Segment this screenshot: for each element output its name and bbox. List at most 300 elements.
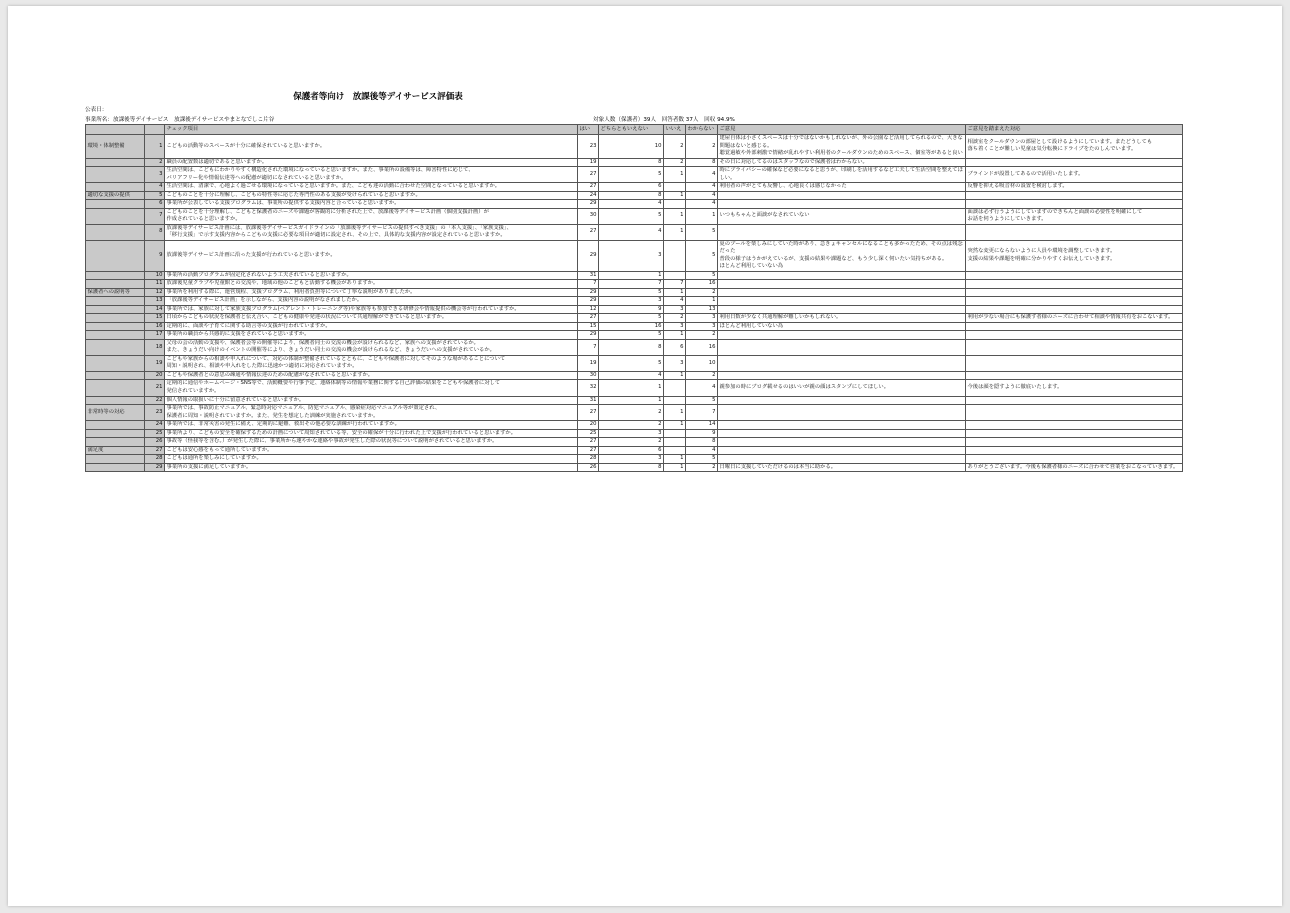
comment-text: 時にプライバシーの確保など必要になると思うが、印刷しを活用するなど工夫して生活空間を整えてほしい。: [718, 167, 966, 183]
neither-count: 5: [599, 208, 664, 224]
item-number: 3: [145, 167, 165, 183]
response-text: [966, 405, 1183, 421]
response-text: [966, 288, 1183, 297]
neither-count: 1: [599, 271, 664, 280]
question-text: 職員の配置数は適切であると思いますか。: [165, 158, 578, 167]
table-row: [86, 355, 1183, 371]
yes-count: 27: [578, 438, 599, 447]
question-text-line: 周知・説明され、相談や申入れをした際に迅速かつ適切に対応されていますか。: [166, 363, 358, 370]
item-number: 8: [145, 224, 165, 240]
table-row: [86, 240, 1183, 271]
published-date-label: 公表日：: [85, 107, 108, 113]
category-cell: [86, 380, 145, 396]
comment-text-line: 建屋自体は小さくスペースは十分ではないかもしれないが、外の公園など活用してられるので、大きな問題はないと感じる。: [719, 135, 963, 149]
item-number: 18: [145, 339, 165, 355]
neither-count: 2: [599, 421, 664, 430]
question-text-line: 作成されていると思いますか。: [166, 216, 241, 223]
no-count: 3: [664, 305, 686, 314]
response-text: [966, 135, 1183, 159]
yes-count: 27: [578, 314, 599, 323]
table-row: [86, 305, 1183, 314]
category-cell: [86, 158, 145, 167]
response-text-line: 支援の結果や課題を明確に分かりやすくお伝えしていきます。: [967, 255, 1116, 262]
no-count: 1: [664, 463, 686, 472]
neither-count: 5: [599, 355, 664, 371]
question-text: 事故等（怪我等を含む。）が発生した際に、事業所から速やかな連絡や事故が発生した際の状況等について説明がされていると思いますか。: [165, 438, 578, 447]
question-text: 「放課後等デイサービス計画」を示しながら、支援内容の説明がなされましたか。: [165, 297, 578, 306]
yes-count: 27: [578, 183, 599, 192]
no-count: 6: [664, 339, 686, 355]
unknown-count: 2: [686, 135, 718, 159]
category-cell: [86, 271, 145, 280]
neither-count: 5: [599, 331, 664, 340]
question-text-line: 事業所では、事故防止マニュアル、緊急時対応マニュアル、防犯マニュアル、感染症対応マニュアル等が策定され、: [166, 405, 441, 412]
comment-text: [718, 421, 966, 430]
document-title: 保護者等向け 放課後等デイサービス評価表: [293, 92, 463, 102]
table-row: [86, 331, 1183, 340]
category-cell: [86, 339, 145, 355]
response-stats: 対象人数（保護者）39人 回答者数 37人 回収 94.9%: [593, 117, 735, 123]
comment-text-line: 普段の様子はうかがえているが、支援の結果や課題など、もう少し深く伺いたい気持ちがある。: [719, 255, 948, 262]
question-text: 事業所では、非常災害の発生に備え、定期的に避難、救出その他必要な訓練が行われていますか。: [165, 421, 578, 430]
table-row: [86, 421, 1183, 430]
item-number: 19: [145, 355, 165, 371]
yes-count: 27: [578, 446, 599, 455]
response-text: [966, 208, 1183, 224]
category-cell: 満足度: [86, 446, 145, 455]
question-text: 日頃からこどもの状況を保護者と伝え合い、こどもの健康や発達の状況について共通理解ができていると思いますか。: [165, 314, 578, 323]
neither-count: 8: [599, 191, 664, 200]
response-text: [966, 297, 1183, 306]
item-number: 15: [145, 314, 165, 323]
no-count: 1: [664, 167, 686, 183]
comment-text: 日曜日に支援していただけるのは本当に助かる。: [718, 463, 966, 472]
item-number: 29: [145, 463, 165, 472]
comment-text-line: 聴覚過敏や外部刺激で情緒が乱れやすい利用者のクールダウンのためのスペース、個室等があると良い: [719, 150, 963, 157]
question-text: [165, 339, 578, 355]
item-number: 28: [145, 455, 165, 464]
unknown-count: 1: [686, 297, 718, 306]
comment-text: [718, 280, 966, 289]
table-row: [86, 314, 1183, 323]
yes-count: 27: [578, 224, 599, 240]
yes-count: 23: [578, 135, 599, 159]
header-unknown: わからない: [686, 125, 718, 135]
neither-count: 8: [599, 158, 664, 167]
neither-count: 6: [599, 446, 664, 455]
yes-count: 29: [578, 240, 599, 271]
yes-count: 30: [578, 208, 599, 224]
no-count: [664, 446, 686, 455]
question-text: [165, 167, 578, 183]
comment-text: [718, 355, 966, 371]
no-count: [664, 438, 686, 447]
unknown-count: 5: [686, 224, 718, 240]
neither-count: 10: [599, 135, 664, 159]
no-count: 1: [664, 455, 686, 464]
evaluation-table: [85, 124, 1183, 472]
no-count: 1: [664, 331, 686, 340]
response-text: [966, 429, 1183, 438]
question-text-line: 発信されていますか。: [166, 387, 220, 394]
item-number: 21: [145, 380, 165, 396]
response-text: [966, 446, 1183, 455]
question-text: 事業所の職員から共感的に支援をされていると思いますか。: [165, 331, 578, 340]
category-cell: [86, 183, 145, 192]
table-row: [86, 280, 1183, 289]
no-count: [664, 271, 686, 280]
yes-count: 30: [578, 371, 599, 380]
category-cell: [86, 305, 145, 314]
table-row: [86, 322, 1183, 331]
category-cell: [86, 297, 145, 306]
neither-count: 5: [599, 314, 664, 323]
unknown-count: 4: [686, 191, 718, 200]
item-number: 17: [145, 331, 165, 340]
no-count: [664, 396, 686, 405]
comment-text: [718, 446, 966, 455]
no-count: [664, 240, 686, 271]
comment-text: [718, 429, 966, 438]
no-count: 1: [664, 191, 686, 200]
table-row: [86, 297, 1183, 306]
response-text: [966, 224, 1183, 240]
document-page: [8, 6, 1282, 906]
comment-text: [718, 396, 966, 405]
no-count: 4: [664, 297, 686, 306]
unknown-count: 5: [686, 271, 718, 280]
table-row: [86, 463, 1183, 472]
unknown-count: 8: [686, 438, 718, 447]
yes-count: 29: [578, 297, 599, 306]
table-row: [86, 429, 1183, 438]
unknown-count: 16: [686, 339, 718, 355]
table-row: [86, 339, 1183, 355]
header-comments: ご意見: [718, 125, 966, 135]
item-number: 27: [145, 446, 165, 455]
question-text: 放課後等デイサービス計画に沿った支援が行われていると思いますか。: [165, 240, 578, 271]
comment-text: いつもちゃんと面談がなされていない: [718, 208, 966, 224]
unknown-count: 3: [686, 322, 718, 331]
header-check-item: チェック項目: [165, 125, 578, 135]
unknown-count: 16: [686, 280, 718, 289]
no-count: 7: [664, 280, 686, 289]
office-name-label: 事業所名：放課後等デイサービス 放課後デイサービスやまとなでしこ片谷: [85, 117, 275, 123]
no-count: 3: [664, 322, 686, 331]
no-count: 1: [664, 288, 686, 297]
no-count: 1: [664, 371, 686, 380]
yes-count: 12: [578, 305, 599, 314]
category-cell: [86, 314, 145, 323]
item-number: 5: [145, 191, 165, 200]
yes-count: 29: [578, 200, 599, 209]
item-number: 11: [145, 280, 165, 289]
comment-text: [718, 305, 966, 314]
comment-text: [718, 339, 966, 355]
category-cell: 環境・体制整備: [86, 135, 145, 159]
comment-text: その日に対応してるのはスタッフなので保護者はわからない。: [718, 158, 966, 167]
question-text-line: 父母の会の活動の支援や、保護者会等の開催等により、保護者同士の交流の機会が設けられるなど、家族への支援がされているか。: [166, 339, 479, 346]
response-text: [966, 271, 1183, 280]
item-number: 26: [145, 438, 165, 447]
neither-count: 3: [599, 240, 664, 271]
comment-text-line: 夏のプールを楽しみにしていた時があり、急きょキャンセルになることも多かったため、その点は残念だった: [719, 240, 963, 255]
question-text: 事業所では、家族に対して家族支援プログラム(ペアレント・トレーニング等)や家族等も参加できる研修会や情報提供の機会等が行われていますか。: [165, 305, 578, 314]
comment-text: [718, 191, 966, 200]
neither-count: 7: [599, 280, 664, 289]
neither-count: 2: [599, 438, 664, 447]
category-cell: [86, 455, 145, 464]
yes-count: 24: [578, 191, 599, 200]
table-row: [86, 167, 1183, 183]
question-text: 事業所の活動プログラムが固定化されないよう工夫されていると思いますか。: [165, 271, 578, 280]
table-row: [86, 158, 1183, 167]
yes-count: 25: [578, 429, 599, 438]
item-number: 7: [145, 208, 165, 224]
comment-text: [718, 271, 966, 280]
category-cell: [86, 208, 145, 224]
item-number: 22: [145, 396, 165, 405]
neither-count: 1: [599, 380, 664, 396]
table-row: [86, 200, 1183, 209]
response-text: 利用が少ない場合にも保護す者様のニーズに合わせて相談や情報共有をおこないます。: [966, 314, 1183, 323]
comment-text: [718, 405, 966, 421]
item-number: 12: [145, 288, 165, 297]
yes-count: 19: [578, 158, 599, 167]
category-cell: [86, 200, 145, 209]
yes-count: 7: [578, 339, 599, 355]
unknown-count: 5: [686, 455, 718, 464]
table-row: [86, 380, 1183, 396]
item-number: 13: [145, 297, 165, 306]
table-row: [86, 224, 1183, 240]
category-cell: 適切な支援の提供: [86, 191, 145, 200]
table-row: [86, 208, 1183, 224]
comment-text: 親参加の時にブログ載せるのはいいが親の顔はスタンプにしてほしい。: [718, 380, 966, 396]
unknown-count: 2: [686, 331, 718, 340]
table-row: [86, 271, 1183, 280]
response-text: [966, 396, 1183, 405]
question-text: 事業所が公表している支援プログラムは、事業所の提供する支援内容と合っていると思いますか。: [165, 200, 578, 209]
no-count: [664, 183, 686, 192]
comment-text: [718, 455, 966, 464]
neither-count: 4: [599, 371, 664, 380]
category-cell: [86, 371, 145, 380]
table-row: [86, 455, 1183, 464]
question-text-line: 「移行支援」で示す支援内容からこどもの支援に必要な項目が適切に設定され、その上で、具体的な支援内容が設定されていると思いますか。: [166, 232, 506, 239]
response-text: [966, 305, 1183, 314]
table-row: [86, 288, 1183, 297]
unknown-count: 13: [686, 305, 718, 314]
response-text-line: 落ち着くことが難しい児童は気分転換にドライブをたのしんでいます。: [967, 146, 1137, 153]
neither-count: 4: [599, 224, 664, 240]
no-count: 1: [664, 405, 686, 421]
neither-count: 2: [599, 405, 664, 421]
question-text-line: また、きょうだい向けのイベントの開催等により、きょうだい同士の交流の機会が設けられるなど、きょうだいへの支援がされているか。: [166, 347, 495, 354]
response-text: [966, 240, 1183, 271]
response-text: 反響を抑える吸音材の設置を検討します。: [966, 183, 1183, 192]
question-text: [165, 380, 578, 396]
unknown-count: 2: [686, 463, 718, 472]
header-response: ご意見を踏まえた対応: [966, 125, 1183, 135]
yes-count: 31: [578, 396, 599, 405]
comment-text: [718, 288, 966, 297]
neither-count: 8: [599, 339, 664, 355]
question-text-line: 定期的に通信やホームページ・SNS等で、活動概要や行事予定、連絡体制等の情報や業務に関する自己評価の結果をこどもや保護者に対して: [166, 380, 501, 387]
yes-count: 28: [578, 455, 599, 464]
comment-text-line: ほとんど利用していない為: [719, 263, 784, 270]
response-text: [966, 355, 1183, 371]
table-row: [86, 371, 1183, 380]
question-text: 事業所より、こどもの安全を確保するための計画について周知されている等、安全の確保が十分に行われた上で支援が行われていると思いますか。: [165, 429, 578, 438]
category-cell: [86, 240, 145, 271]
unknown-count: 14: [686, 421, 718, 430]
question-text-line: 放課後等デイサービス計画には、放課後等デイサービスガイドラインの「放課後等デイサービスの提供すべき支援」の「本人支援」、「家族支援」、: [166, 224, 512, 231]
item-number: 9: [145, 240, 165, 271]
category-cell: [86, 167, 145, 183]
question-text: [165, 208, 578, 224]
response-text: [966, 158, 1183, 167]
question-text: 生活空間は、清潔で、心地よく過ごせる環境になっていると思いますか。また、こども達の活動に合わせた空間となっていると思いますか。: [165, 183, 578, 192]
item-number: 1: [145, 135, 165, 159]
table-row: [86, 446, 1183, 455]
unknown-count: 4: [686, 380, 718, 396]
question-text: [165, 355, 578, 371]
yes-count: 27: [578, 405, 599, 421]
item-number: 6: [145, 200, 165, 209]
item-number: 16: [145, 322, 165, 331]
category-cell: [86, 463, 145, 472]
response-text: [966, 339, 1183, 355]
question-text: こどもや保護者との意思の疎通や情報伝達のための配慮がなされていると思いますか。: [165, 371, 578, 380]
yes-count: 26: [578, 463, 599, 472]
table-row: [86, 405, 1183, 421]
table-row: [86, 438, 1183, 447]
comment-text: [718, 331, 966, 340]
yes-count: 15: [578, 322, 599, 331]
response-text-line: お話を伺うようにしていきます。: [967, 216, 1047, 223]
question-text-line: 生活空間は、こどもにわかりやすく構造化された環境になっていると思いますか。また、事業所の設備等は、障害特性に応じて、: [166, 167, 474, 174]
no-count: 2: [664, 135, 686, 159]
question-text: こどもの活動等のスペースが十分に確保されていると思いますか。: [165, 135, 578, 159]
category-cell: [86, 421, 145, 430]
response-text: 今後は顔を隠すように徹底いたします。: [966, 380, 1183, 396]
category-cell: [86, 224, 145, 240]
comment-text: 利用者の声がとても反響し、心地良くは感じなかった: [718, 183, 966, 192]
question-text: 定期的に、面談や子育てに関する助言等の支援が行われていますか。: [165, 322, 578, 331]
neither-count: 3: [599, 297, 664, 306]
response-text: [966, 421, 1183, 430]
header-category: [86, 125, 145, 135]
category-cell: [86, 280, 145, 289]
question-text-line: 保護者に周知・説明されていますか。また、発生を想定した訓練が実施されていますか。: [166, 412, 379, 419]
unknown-count: 7: [686, 405, 718, 421]
no-count: 1: [664, 208, 686, 224]
category-cell: [86, 429, 145, 438]
table-row: [86, 183, 1183, 192]
no-count: 2: [664, 314, 686, 323]
table-row: [86, 396, 1183, 405]
neither-count: 4: [599, 200, 664, 209]
header-yes: はい: [578, 125, 599, 135]
neither-count: 16: [599, 322, 664, 331]
header-no: いいえ: [664, 125, 686, 135]
item-number: 14: [145, 305, 165, 314]
item-number: 25: [145, 429, 165, 438]
neither-count: 5: [599, 167, 664, 183]
response-text: [966, 322, 1183, 331]
unknown-count: 8: [686, 158, 718, 167]
no-count: [664, 200, 686, 209]
yes-count: 29: [578, 288, 599, 297]
item-number: 20: [145, 371, 165, 380]
unknown-count: 5: [686, 396, 718, 405]
question-text: 事業所の支援に満足していますか。: [165, 463, 578, 472]
no-count: 1: [664, 421, 686, 430]
yes-count: 31: [578, 271, 599, 280]
category-cell: [86, 396, 145, 405]
header-neither: どちらともいえない: [599, 125, 664, 135]
no-count: [664, 380, 686, 396]
no-count: 1: [664, 224, 686, 240]
category-cell: 非常時等の対応: [86, 405, 145, 421]
comment-text: ほとんど利用していない為: [718, 322, 966, 331]
response-text: [966, 438, 1183, 447]
response-text: [966, 331, 1183, 340]
response-text-line: 面談は必ず行うようにしていますのできちんと面談の必要性を明確にして: [967, 208, 1143, 215]
neither-count: 1: [599, 396, 664, 405]
unknown-count: 4: [686, 200, 718, 209]
unknown-count: 3: [686, 314, 718, 323]
item-number: 2: [145, 158, 165, 167]
neither-count: 6: [599, 183, 664, 192]
header-number: [145, 125, 165, 135]
question-text: [165, 224, 578, 240]
response-text: ありがとうございます。今後も保護者様のニーズに合わせて営業をおこなっていきます。: [966, 463, 1183, 472]
unknown-count: 4: [686, 183, 718, 192]
no-count: 3: [664, 355, 686, 371]
category-cell: [86, 331, 145, 340]
neither-count: 5: [599, 288, 664, 297]
table-row: [86, 191, 1183, 200]
item-number: 23: [145, 405, 165, 421]
comment-text: [718, 200, 966, 209]
unknown-count: 2: [686, 371, 718, 380]
item-number: 10: [145, 271, 165, 280]
category-cell: [86, 438, 145, 447]
comment-text: [718, 297, 966, 306]
question-text-line: こどものことを十分理解し、こどもと保護者のニーズや課題が客観的に分析された上で、放課後等デイサービス計画（個別支援計画）が: [166, 208, 489, 215]
response-text-line: 相談室をクールダウンの部屋として設けるようにしています。またどうしても: [967, 138, 1153, 145]
category-cell: 保護者への説明等: [86, 288, 145, 297]
unknown-count: 4: [686, 446, 718, 455]
question-text: こどもは安心感をもって通所していますか。: [165, 446, 578, 455]
item-number: 4: [145, 183, 165, 192]
category-cell: [86, 322, 145, 331]
yes-count: 32: [578, 380, 599, 396]
question-text: 放課後児童クラブや児童館との交流や、地域の他のこどもと活動する機会がありますか。: [165, 280, 578, 289]
neither-count: 9: [599, 305, 664, 314]
response-text-line: 突然な変更にならないように人員や環境を調整していきます。: [967, 248, 1116, 255]
no-count: 2: [664, 158, 686, 167]
unknown-count: 9: [686, 429, 718, 438]
unknown-count: 10: [686, 355, 718, 371]
comment-text: [718, 438, 966, 447]
response-text: [966, 280, 1183, 289]
yes-count: 27: [578, 167, 599, 183]
table-row: [86, 135, 1183, 159]
unknown-count: 4: [686, 167, 718, 183]
